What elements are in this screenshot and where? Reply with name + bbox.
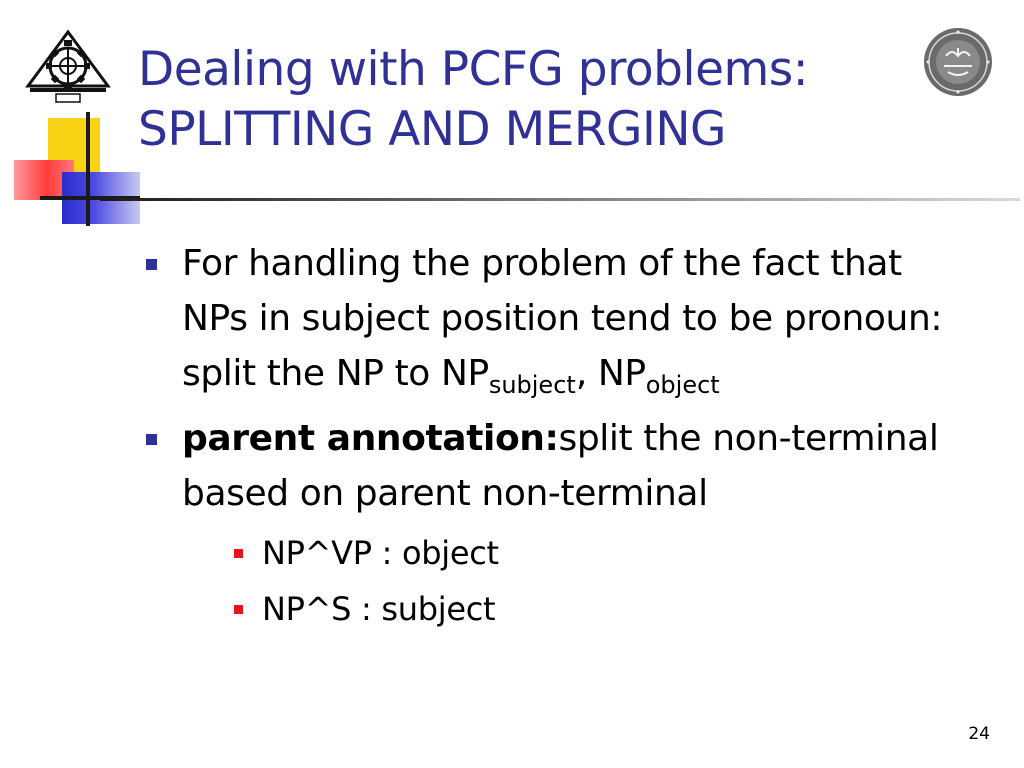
sub-bullet-text: NP^VP : object bbox=[262, 534, 499, 572]
sub-bullet-item bbox=[226, 589, 976, 629]
bullet-text: For handling the problem of the fact that NPs in subject position tend to be pronoun: split the NP to NP bbox=[182, 243, 943, 394]
sub-bullet-list bbox=[182, 533, 976, 629]
bullet-item-parent-annotation bbox=[146, 411, 976, 629]
bullet-square-icon bbox=[146, 259, 157, 270]
bullet-bold-term: parent annotation: bbox=[182, 418, 559, 459]
slide-title-line-2: SPLITTING AND MERGING bbox=[138, 102, 726, 157]
slide-title bbox=[138, 40, 1018, 160]
bullet-text-continued: , NP bbox=[575, 353, 646, 394]
subscript-object: object bbox=[645, 371, 720, 399]
sub-bullet-square-icon bbox=[234, 605, 243, 614]
title-divider-rule bbox=[100, 198, 1020, 201]
university-gear-emblem-icon bbox=[22, 26, 114, 106]
sub-bullet-item bbox=[226, 533, 976, 573]
bullet-square-icon bbox=[146, 434, 157, 445]
bullet-text: split the non-terminal based on parent non-terminal bbox=[182, 418, 939, 514]
bullet-item-np-split bbox=[146, 236, 976, 401]
sub-bullet-square-icon bbox=[234, 549, 243, 558]
subscript-subject: subject bbox=[488, 371, 576, 399]
slide-title-line-1: Dealing with PCFG problems: bbox=[138, 42, 809, 97]
decorative-vertical-line bbox=[86, 112, 90, 226]
page-number: 24 bbox=[968, 724, 990, 744]
sub-bullet-text: NP^S : subject bbox=[262, 590, 496, 628]
slide-content bbox=[146, 236, 976, 629]
